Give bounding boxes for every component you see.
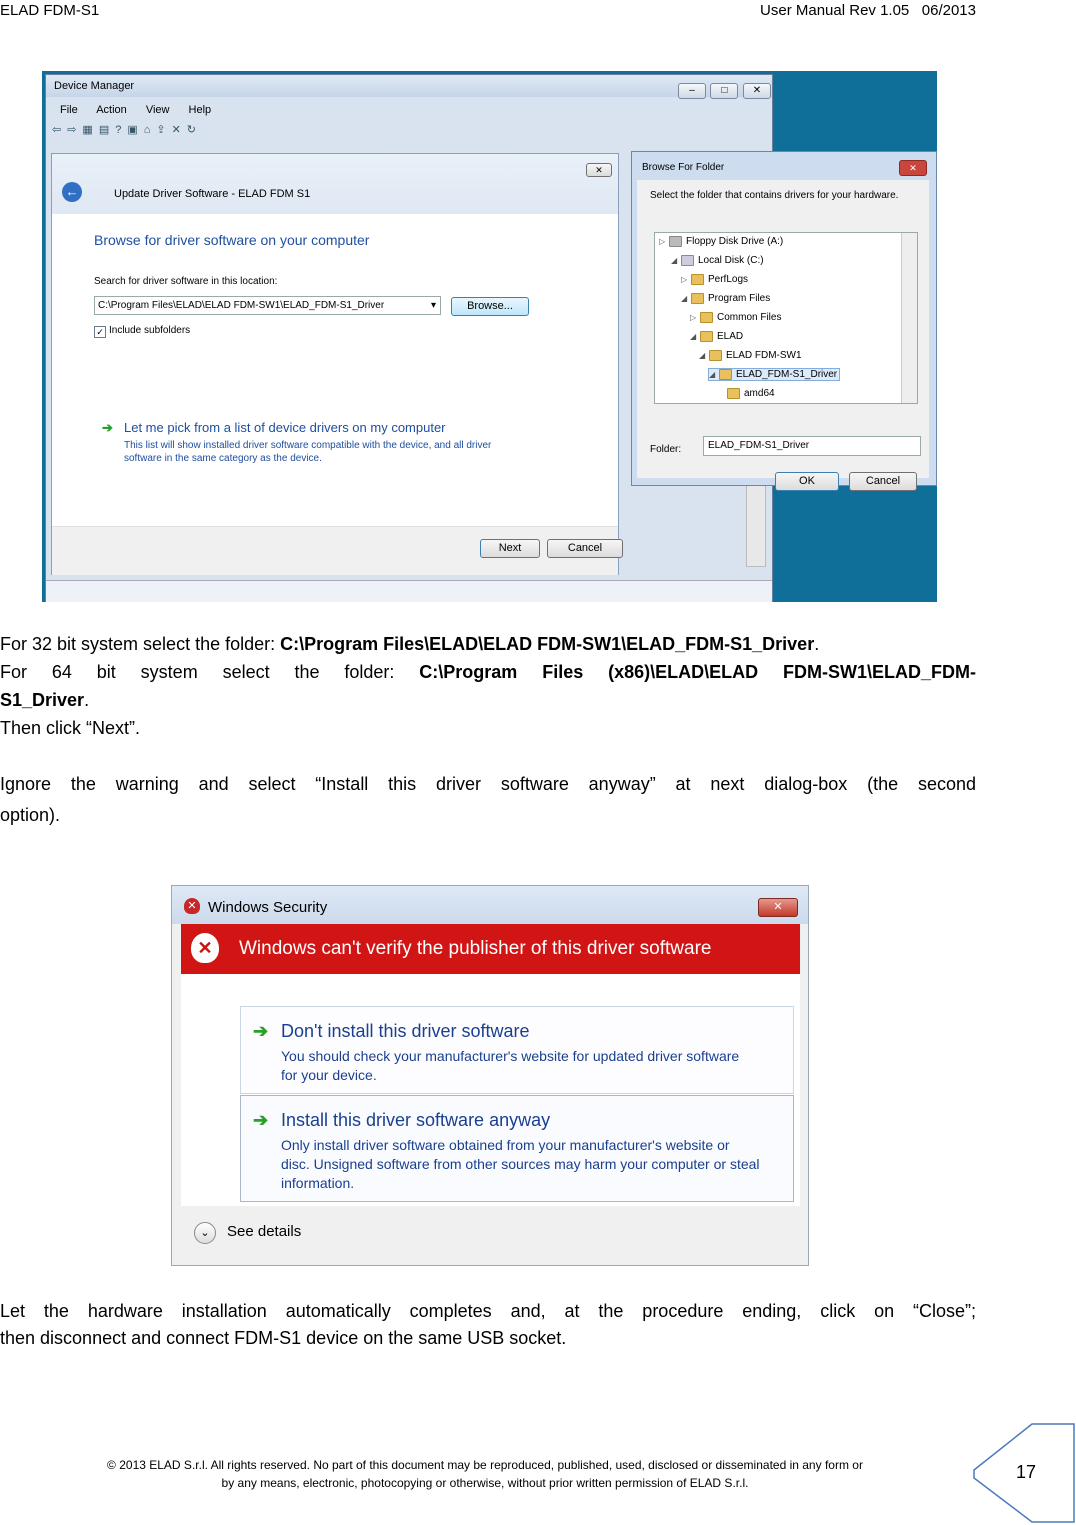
text-32bit-pre: For 32 bit system select the folder: bbox=[0, 634, 281, 654]
folder-tree[interactable] bbox=[654, 232, 918, 404]
back-arrow-icon[interactable]: ← bbox=[62, 182, 82, 202]
green-arrow-icon: ➔ bbox=[253, 1110, 269, 1130]
chevron-down-icon: ▾ bbox=[430, 300, 436, 311]
device-manager-title: Device Manager bbox=[54, 80, 135, 92]
menu-file[interactable]: File bbox=[60, 104, 78, 116]
green-arrow-icon: ➔ bbox=[253, 1021, 269, 1041]
update-driver-dialog bbox=[51, 153, 619, 575]
expand-details-icon[interactable]: ⌄ bbox=[194, 1222, 216, 1244]
ignore-warning-line1: Ignore the warning and select “Install this driver software anyway” at next dialog-box (the second bbox=[0, 774, 976, 794]
shield-warning-icon: ✕ bbox=[191, 933, 219, 963]
include-subfolders-checkbox[interactable]: ✓ bbox=[94, 326, 106, 338]
screenshot-windows-security bbox=[171, 885, 809, 1266]
tree-item[interactable]: ◢ Local Disk (C:) bbox=[671, 255, 764, 267]
dialog-close-icon[interactable]: ✕ bbox=[586, 163, 612, 177]
path-64bit-cont: S1_Driver bbox=[0, 690, 85, 710]
next-button[interactable]: Next bbox=[480, 539, 540, 558]
install-anyway-desc-2: disc. Unsigned software from other sources may harm your computer or steal bbox=[281, 1156, 760, 1172]
para-32bit bbox=[0, 630, 976, 658]
path-32bit: C:\Program Files\ELAD\ELAD FDM-SW1\ELAD_FDM-S1_Driver bbox=[280, 634, 815, 654]
text-32bit-post: . bbox=[814, 634, 820, 654]
tree-scrollbar[interactable] bbox=[901, 233, 917, 403]
browse-for-folder-dialog bbox=[631, 151, 937, 486]
pick-desc-2: software in the same category as the device. bbox=[124, 453, 322, 464]
dont-install-desc-2: for your device. bbox=[281, 1067, 377, 1083]
pick-from-list-link[interactable]: Let me pick from a list of device drivers on my computer bbox=[124, 420, 446, 435]
install-anyway-title: Install this driver software anyway bbox=[281, 1110, 551, 1130]
security-close-icon[interactable]: ✕ bbox=[758, 898, 798, 917]
menu-view[interactable]: View bbox=[145, 104, 170, 116]
tree-item-selected[interactable]: ◢ ELAD_FDM-S1_Driver bbox=[708, 368, 840, 381]
ok-button[interactable]: OK bbox=[775, 472, 839, 491]
bff-cancel-button[interactable]: Cancel bbox=[849, 472, 917, 491]
para-64bit-cont bbox=[0, 686, 976, 714]
install-anyway-desc-1: Only install driver software obtained from your manufacturer's website or bbox=[281, 1137, 730, 1153]
minimize-button[interactable]: ‒ bbox=[678, 83, 706, 99]
tree-item[interactable]: ◢ Program Files bbox=[681, 293, 771, 305]
driver-path-value: C:\Program Files\ELAD\ELAD FDM-SW1\ELAD_FDM-S1_Driver bbox=[98, 300, 385, 311]
driver-path-combobox[interactable] bbox=[94, 296, 441, 315]
ignore-warning-line2: option). bbox=[0, 805, 61, 825]
dont-install-option[interactable] bbox=[240, 1006, 794, 1094]
dont-install-title: Don't install this driver software bbox=[281, 1021, 530, 1041]
text-64bit-pre: For 64 bit system select the folder: bbox=[0, 662, 420, 682]
closing-line1: Let the hardware installation automatically completes and, at the procedure ending, click on “Close”; bbox=[0, 1301, 976, 1321]
bff-close-icon[interactable]: ✕ bbox=[899, 160, 927, 176]
tree-item[interactable]: amd64 bbox=[727, 388, 775, 399]
bff-title: Browse For Folder bbox=[642, 162, 725, 173]
para-64bit bbox=[0, 658, 976, 686]
tree-item[interactable]: ▷ Common Files bbox=[690, 312, 782, 324]
folder-label: Folder: bbox=[650, 444, 682, 455]
wizard-heading: Browse for driver software on your computer bbox=[94, 232, 370, 248]
page-number: 17 bbox=[1016, 1462, 1037, 1482]
status-bar bbox=[46, 580, 772, 602]
dont-install-desc-1: You should check your manufacturer's website for updated driver software bbox=[281, 1048, 740, 1064]
doc-header-revision: User Manual Rev 1.05 06/2013 bbox=[760, 2, 976, 19]
doc-header-title: ELAD FDM-S1 bbox=[0, 2, 100, 19]
text-64bit-post: . bbox=[84, 690, 90, 710]
closing-line2: then disconnect and connect FDM-S1 device on the same USB socket. bbox=[0, 1328, 567, 1348]
include-subfolders-label: Include subfolders bbox=[109, 325, 191, 336]
menu-bar bbox=[60, 104, 227, 116]
cancel-button[interactable]: Cancel bbox=[547, 539, 623, 558]
menu-action[interactable]: Action bbox=[96, 104, 127, 116]
warning-banner-text: Windows can't verify the publisher of this driver software bbox=[239, 938, 712, 959]
footer-copyright-2: by any means, electronic, photocopying or otherwise, without prior written permission of ELAD S.r.l. bbox=[221, 1476, 749, 1490]
close-button[interactable]: ✕ bbox=[743, 83, 771, 99]
menu-help[interactable]: Help bbox=[188, 104, 212, 116]
path-64bit: C:\Program Files (x86)\ELAD\ELAD FDM-SW1\ELAD_FDM- bbox=[419, 662, 976, 682]
folder-input[interactable]: ELAD_FDM-S1_Driver bbox=[703, 436, 921, 456]
install-anyway-desc-3: information. bbox=[281, 1175, 355, 1191]
wizard-title: Update Driver Software - ELAD FDM S1 bbox=[114, 188, 311, 200]
tree-item[interactable]: ◢ ELAD FDM-SW1 bbox=[699, 350, 802, 362]
search-location-label: Search for driver software in this location: bbox=[94, 276, 278, 287]
toolbar-icons[interactable]: ⇦⇨▦▤?▣⌂⇪✕↻ bbox=[52, 124, 203, 136]
green-arrow-icon: ➔ bbox=[102, 420, 113, 435]
screenshot-update-driver bbox=[42, 71, 937, 602]
bff-prompt: Select the folder that contains drivers for your hardware. bbox=[650, 190, 899, 201]
pick-desc-1: This list will show installed driver software compatible with the device, and all driver bbox=[124, 440, 492, 451]
warning-banner bbox=[181, 924, 800, 974]
install-anyway-option[interactable] bbox=[240, 1095, 794, 1202]
tree-item[interactable]: ▷ Floppy Disk Drive (A:) bbox=[659, 236, 784, 248]
tree-item[interactable]: ▷ PerfLogs bbox=[681, 274, 749, 286]
see-details-link[interactable]: See details bbox=[227, 1223, 302, 1240]
shield-error-icon: ✕ bbox=[184, 898, 200, 914]
tree-item[interactable]: ◢ ELAD bbox=[690, 331, 744, 343]
security-dialog-title: Windows Security bbox=[208, 899, 328, 916]
maximize-button[interactable]: □ bbox=[710, 83, 738, 99]
footer-copyright-1: © 2013 ELAD S.r.l. All rights reserved. No part of this document may be reproduced, published, used, disclosed or disseminated in any form or bbox=[107, 1458, 863, 1472]
then-click-next: Then click “Next”. bbox=[0, 718, 141, 738]
browse-button[interactable]: Browse... bbox=[451, 297, 529, 316]
